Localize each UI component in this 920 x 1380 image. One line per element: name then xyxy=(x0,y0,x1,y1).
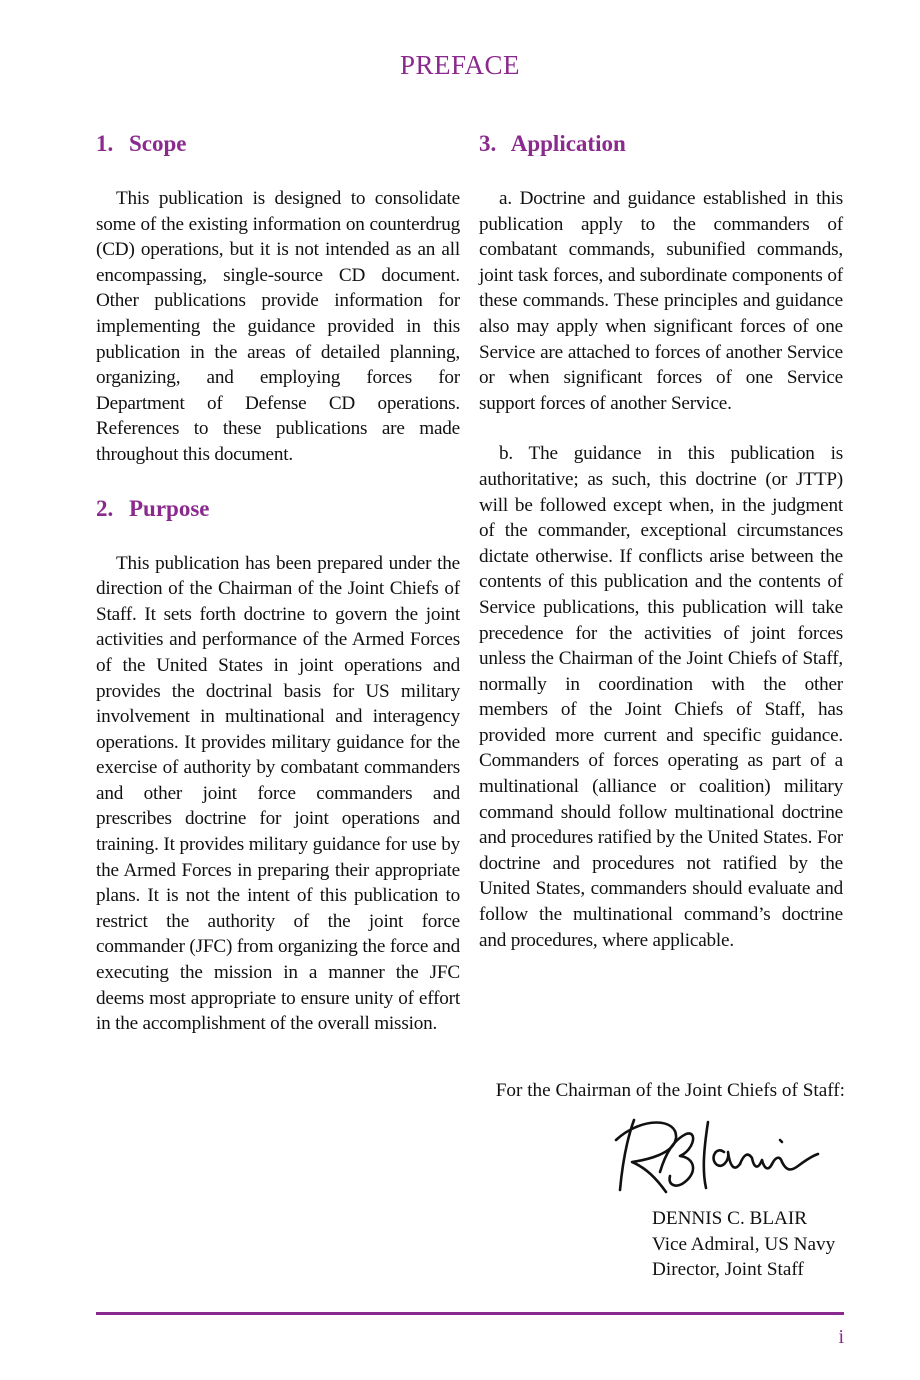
section-title: Application xyxy=(510,131,626,156)
page-title: PREFACE xyxy=(399,50,521,80)
right-column xyxy=(479,128,843,978)
section-heading-purpose xyxy=(96,493,460,525)
section-number: 2. xyxy=(96,495,114,521)
signer-position: Director, Joint Staff xyxy=(652,1259,804,1280)
closing-line: For the Chairman of the Joint Chiefs of Staff: xyxy=(495,1080,845,1101)
application-paragraph-b: b. The guidance in this publication is authoritative; as such, this doctrine (or JTTP) will be followed except when, in the judgment of the commander, exceptional circumstances dictate otherwise. If conflicts arise between the contents of this publication and the contents of Service publications, this publication will take precedence for the activities of joint forces unless the Chairman of the Joint Chiefs of Staff, normally in coordination with the other members of the Joint Chiefs of Staff, has provided more current and specific guidance. Commanders of forces operating as part of a multinational (alliance or coalition) military command should follow multinational doctrine and procedures ratified by the United States. For doctrine and procedures not ratified by the United States, commanders should evaluate and follow the multinational command’s doctrine and procedures, where applicable. xyxy=(479,443,843,951)
application-paragraph-a: a. Doctrine and guidance established in this publication apply to the commanders of combatant commands, subunified commands, joint task forces, and subordinate components of these commands. These principles and guidance also may apply when significant forces of one Service are attached to forces of another Service or when significant forces of one Service support forces of another Service. xyxy=(479,188,843,414)
section-heading-application xyxy=(479,128,843,160)
signer-name: DENNIS C. BLAIR xyxy=(652,1208,808,1229)
signer-block xyxy=(652,1206,882,1283)
section-title: Purpose xyxy=(129,495,210,521)
section-number: 3. xyxy=(479,131,497,156)
page-number: i xyxy=(838,1326,844,1348)
purpose-paragraph: This publication has been prepared under the direction of the Chairman of the Joint Chiefs of Staff. It sets forth doctrine to govern the joint activities and performance of the Armed Forces of the United States in joint operations and provides the doctrinal basis for US military involvement in multinational and interagency operations. It provides military guidance for the exercise of authority by combatant commanders and other joint force commanders and prescribes doctrine for joint operations and training. It provides military guidance for use by the Armed Forces in preparing their appropriate plans. It is not the intent of this publication to restrict the authority of the joint force commander (JFC) from organizing the force and executing the mission in a manner the JFC deems most appropriate to ensure unity of effort in the accomplishment of the overall mission. xyxy=(96,552,460,1035)
footer-rule xyxy=(96,1312,844,1315)
section-heading-scope xyxy=(96,128,460,160)
signer-rank: Vice Admiral, US Navy xyxy=(652,1233,836,1255)
handwritten-signature-icon xyxy=(612,1112,822,1198)
section-title: Scope xyxy=(129,131,187,156)
left-column xyxy=(96,128,460,1062)
scope-paragraph: This publication is designed to consolidate some of the existing information on counterdrug (CD) operations, but it is not intended as an all encompassing, single-source CD document. Other publications provide information for implementing the guidance provided in this publication in the areas of detailed planning, organizing, and employing forces for Department of Defense CD operations. References to these publications are made throughout this document. xyxy=(96,188,460,465)
section-number: 1. xyxy=(96,131,114,156)
